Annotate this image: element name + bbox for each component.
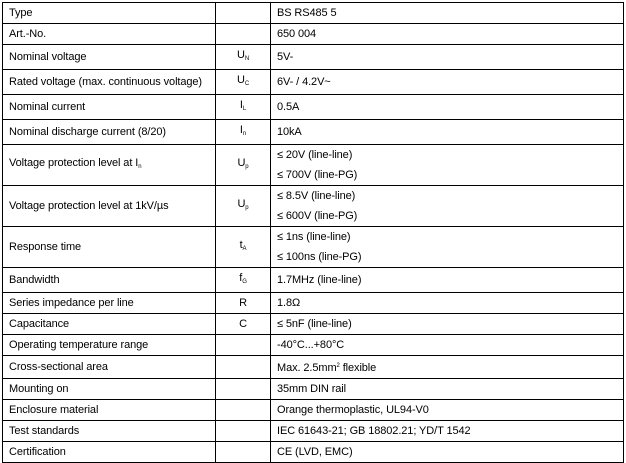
- table-row: [3, 293, 624, 314]
- value-cell: 35mm DIN rail: [271, 379, 624, 400]
- symbol-base: U: [237, 157, 246, 169]
- table-row: [3, 421, 624, 442]
- value-line: ≤ 700V (line-PG): [277, 169, 358, 181]
- param-label: Cross-sectional area: [3, 356, 216, 379]
- spec-table: [2, 2, 624, 463]
- symbol-cell: [216, 3, 271, 24]
- symbol-base: U: [236, 49, 245, 61]
- symbol-cell: [216, 227, 271, 268]
- param-label: Response time: [3, 227, 216, 268]
- param-label: [3, 145, 216, 186]
- value-cell: Orange thermoplastic, UL94-V0: [271, 400, 624, 421]
- table-row: [3, 120, 624, 145]
- table-row: [3, 314, 624, 335]
- symbol-cell: [216, 421, 271, 442]
- param-label: Mounting on: [3, 379, 216, 400]
- value-cell: IEC 61643-21; GB 18802.21; YD/T 1542: [271, 421, 624, 442]
- table-row: [3, 268, 624, 293]
- value-text: Max. 2.5mm: [277, 362, 337, 374]
- value-line: ≤ 100ns (line-PG): [277, 251, 362, 263]
- param-label: Operating temperature range: [3, 335, 216, 356]
- table-row: [3, 45, 624, 70]
- value-cell: [271, 227, 624, 268]
- table-row: [3, 95, 624, 120]
- value-cell: 650 004: [271, 24, 624, 45]
- value-cell: ≤ 5nF (line-line): [271, 314, 624, 335]
- param-label: Nominal discharge current (8/20): [3, 120, 216, 145]
- value-cell: -40°C...+80°C: [271, 335, 624, 356]
- table-row: [3, 335, 624, 356]
- symbol-cell: [216, 45, 271, 70]
- table-row: [3, 400, 624, 421]
- table-row: [3, 24, 624, 45]
- symbol-cell: [216, 120, 271, 145]
- param-text: Voltage protection level at I: [9, 157, 139, 169]
- value-sup: 2: [336, 363, 340, 369]
- symbol-cell: [216, 24, 271, 45]
- symbol-cell: [216, 356, 271, 379]
- symbol-sub: C: [244, 81, 250, 87]
- symbol-cell: [216, 442, 271, 463]
- value-cell: 0.5A: [271, 95, 624, 120]
- symbol-sub: p: [245, 205, 249, 211]
- param-label: Nominal voltage: [3, 45, 216, 70]
- table-row: [3, 227, 624, 268]
- symbol-sub: p: [245, 164, 249, 170]
- table-row: [3, 442, 624, 463]
- param-label: Enclosure material: [3, 400, 216, 421]
- param-label: Voltage protection level at 1kV/µs: [3, 186, 216, 227]
- symbol-sub: A: [242, 246, 247, 252]
- param-label: Certification: [3, 442, 216, 463]
- symbol-sub: L: [242, 106, 247, 112]
- value-line: ≤ 1ns (line-line): [277, 231, 351, 243]
- symbol-base: t: [239, 239, 243, 251]
- symbol-cell: [216, 268, 271, 293]
- symbol-cell: [216, 379, 271, 400]
- value-cell: [271, 186, 624, 227]
- param-label: Nominal current: [3, 95, 216, 120]
- param-label: Type: [3, 3, 216, 24]
- param-label: Capacitance: [3, 314, 216, 335]
- symbol-sub: G: [242, 279, 247, 285]
- table-row: [3, 70, 624, 95]
- symbol-cell: [216, 95, 271, 120]
- param-label: Rated voltage (max. continuous voltage): [3, 70, 216, 95]
- symbol-cell: [216, 335, 271, 356]
- param-label: Test standards: [3, 421, 216, 442]
- symbol-cell: [216, 70, 271, 95]
- symbol-sub: N: [244, 56, 250, 62]
- symbol-cell: R: [216, 293, 271, 314]
- value-cell: 1.7MHz (line-line): [271, 268, 624, 293]
- symbol-cell: [216, 400, 271, 421]
- value-cell: 6V- / 4.2V~: [271, 70, 624, 95]
- table-row: [3, 3, 624, 24]
- value-cell: 5V-: [271, 45, 624, 70]
- param-label: Bandwidth: [3, 268, 216, 293]
- param-label: Art.-No.: [3, 24, 216, 45]
- value-line: ≤ 8.5V (line-line): [277, 190, 356, 202]
- symbol-base: U: [236, 74, 245, 86]
- value-suffix: flexible: [339, 362, 377, 374]
- symbol-cell: [216, 145, 271, 186]
- symbol-cell: [216, 186, 271, 227]
- table-row: [3, 186, 624, 227]
- symbol-base: f: [239, 272, 243, 284]
- value-line: ≤ 20V (line-line): [277, 149, 353, 161]
- symbol-base: U: [237, 198, 246, 210]
- value-cell: BS RS485 5: [271, 3, 624, 24]
- param-sub: n: [138, 164, 142, 170]
- symbol-base: I: [239, 99, 243, 111]
- table-row: [3, 145, 624, 186]
- value-cell: 1.8Ω: [271, 293, 624, 314]
- value-cell: 10kA: [271, 120, 624, 145]
- value-cell: CE (LVD, EMC): [271, 442, 624, 463]
- param-label: Series impedance per line: [3, 293, 216, 314]
- value-cell: [271, 356, 624, 379]
- symbol-sub: n: [242, 131, 247, 137]
- value-cell: [271, 145, 624, 186]
- table-row: [3, 379, 624, 400]
- symbol-base: I: [239, 124, 243, 136]
- value-line: ≤ 600V (line-PG): [277, 210, 358, 222]
- table-row: [3, 356, 624, 379]
- symbol-cell: C: [216, 314, 271, 335]
